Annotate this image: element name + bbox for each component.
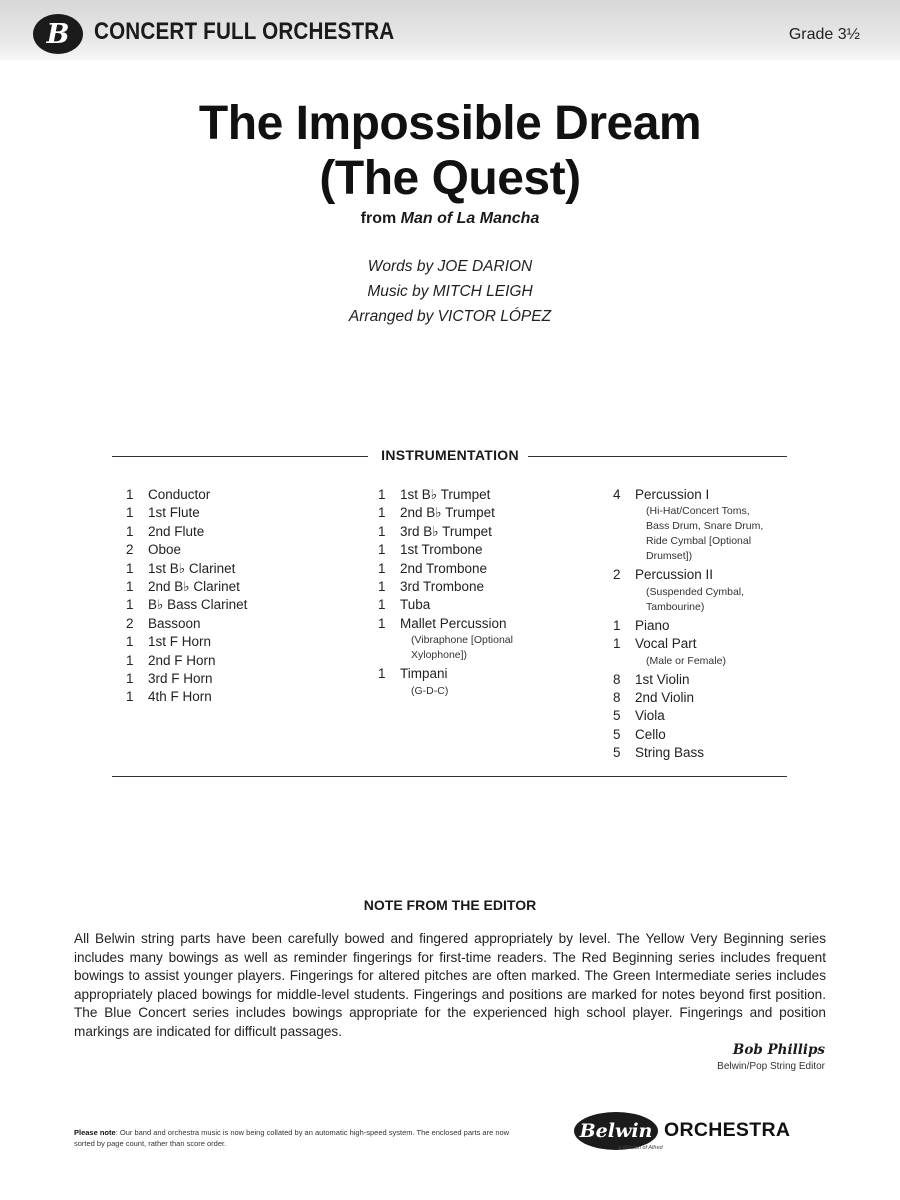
instrument-detail: [378, 633, 578, 663]
instrument-column-2: [378, 486, 578, 701]
instrument-name: Oboe: [148, 542, 182, 558]
belwin-orchestra-logo: [574, 1112, 826, 1154]
credit-words: Words by JOE DARION: [367, 258, 533, 275]
instrument-row: [126, 541, 326, 559]
instrument-name: 1st B♭ Clarinet: [148, 560, 236, 576]
instrument-qty: 1: [613, 617, 621, 633]
instrument-qty: 1: [378, 560, 386, 576]
instrument-qty: 1: [378, 523, 386, 539]
instrument-qty: 5: [613, 708, 621, 724]
instrument-row: [126, 633, 326, 651]
instrument-row: [126, 615, 326, 633]
instrument-detail-line: (Hi-Hat/Concert Toms,: [646, 505, 750, 518]
instrument-detail: [613, 504, 813, 564]
instrument-name: Timpani: [400, 666, 448, 682]
instrument-row: [126, 578, 326, 596]
instrument-name: Percussion II: [635, 567, 714, 583]
logo-letter: B: [46, 18, 70, 50]
instrument-row: [378, 504, 578, 522]
instrument-detail-line: Xylophone]): [411, 649, 468, 662]
belwin-logo: [33, 14, 83, 54]
show-title: Man of La Mancha: [400, 210, 540, 227]
instrument-name: 1st Violin: [635, 671, 690, 687]
instrument-name: Conductor: [148, 487, 211, 502]
please-note-label: Please note: [74, 1128, 116, 1137]
instrument-row: [613, 671, 813, 689]
please-note-text: : Our band and orchestra music is now being collated by an automatic high-speed system. The enclosed parts are now sorted by page count, rather than score order.: [74, 1128, 510, 1148]
title-line-1: The Impossible Dream: [198, 97, 702, 150]
instrument-qty: 1: [126, 689, 134, 705]
instrument-name: Cello: [635, 726, 666, 742]
instrument-name: 3rd F Horn: [148, 671, 213, 687]
please-note: [74, 1128, 514, 1149]
instrument-name: Viola: [635, 708, 665, 724]
instrument-qty: 5: [613, 726, 621, 742]
brand-seal-text: Belwin: [579, 1120, 653, 1142]
instrument-qty: 1: [126, 671, 134, 687]
instrument-row: [613, 726, 813, 744]
instrument-row: [613, 486, 813, 504]
subtitle-prefix: from: [360, 210, 397, 227]
instrument-row: [378, 596, 578, 614]
instrument-detail-line: Drumset]): [646, 550, 693, 563]
brand-sub: a division of Alfred: [618, 1145, 663, 1151]
instrument-qty: 8: [613, 671, 621, 687]
instrument-detail-line: (Vibraphone [Optional: [411, 634, 513, 647]
instrument-detail-line: (G-D-C): [411, 684, 449, 697]
instrument-row: [126, 486, 326, 504]
instrument-column-1: [126, 486, 326, 707]
instrument-name: Bassoon: [148, 615, 201, 631]
instrument-name: 2nd F Horn: [148, 652, 216, 668]
instrument-qty: 1: [378, 615, 386, 631]
instrument-detail-line: Ride Cymbal [Optional: [646, 535, 752, 548]
editor-signature: Bob Phillips: [732, 1042, 825, 1058]
instrument-row: [126, 688, 326, 706]
instrument-detail-line: Bass Drum, Snare Drum,: [646, 520, 764, 533]
instrument-row: [126, 504, 326, 522]
instrument-qty: 1: [378, 487, 386, 502]
instrument-qty: 1: [126, 560, 134, 576]
instrument-name: 2nd Trombone: [400, 560, 488, 576]
instrumentation-rule-bottom: [112, 776, 787, 777]
instrument-row: [378, 578, 578, 596]
instrument-row: [378, 615, 578, 633]
instrument-qty: 2: [613, 567, 621, 583]
instrument-row: [378, 560, 578, 578]
instrument-row: [378, 523, 578, 541]
credit-music: Music by MITCH LEIGH: [367, 283, 533, 300]
instrumentation-heading: INSTRUMENTATION: [381, 447, 519, 463]
instrument-qty: 5: [613, 745, 621, 761]
instrument-name: 3rd Trombone: [400, 579, 485, 595]
credit-arranged: Arranged by VICTOR LÓPEZ: [348, 308, 552, 325]
instrument-row: [613, 744, 813, 762]
instrument-row: [126, 560, 326, 578]
instrument-name: 3rd B♭ Trumpet: [400, 523, 492, 539]
instrument-row: [613, 707, 813, 725]
instrument-qty: 1: [613, 636, 621, 652]
instrument-row: [378, 665, 578, 683]
instrument-qty: 1: [378, 579, 386, 595]
instrument-name: 2nd Violin: [635, 690, 695, 706]
instrument-name: 4th F Horn: [148, 689, 212, 705]
instrument-detail-line: Tambourine): [646, 600, 705, 613]
brand-word: ORCHESTRA: [664, 1119, 791, 1141]
instrument-qty: 1: [126, 652, 134, 668]
instrument-row: [378, 486, 578, 504]
instrument-qty: 4: [613, 487, 621, 502]
instrument-column-3: [613, 486, 813, 763]
grade-label: Grade 3½: [788, 26, 860, 43]
instrument-name: 1st Flute: [148, 505, 200, 521]
instrument-row: [613, 566, 813, 584]
editor-title: Belwin/Pop String Editor: [717, 1061, 825, 1072]
instrument-qty: 1: [126, 487, 134, 502]
instrument-name: Piano: [635, 617, 670, 633]
instrument-name: 1st F Horn: [148, 634, 212, 650]
instrument-name: Vocal Part: [635, 636, 697, 652]
instrument-row: [126, 596, 326, 614]
instrument-qty: 1: [378, 542, 386, 558]
instrument-name: Mallet Percussion: [400, 615, 507, 631]
instrument-detail-line: (Suspended Cymbal,: [646, 585, 745, 598]
instrument-name: 1st Trombone: [400, 542, 483, 558]
instrument-name: String Bass: [635, 745, 705, 761]
instrument-name: Tuba: [400, 597, 431, 613]
instrument-name: 2nd B♭ Clarinet: [148, 579, 240, 595]
instrument-detail: [378, 684, 578, 699]
instrument-detail-line: (Male or Female): [646, 654, 726, 667]
instrument-row: [613, 617, 813, 635]
editor-note-body: All Belwin string parts have been carefully bowed and fingered appropriately by level. The Yellow Very Beginning series includes many bowings as well as reminder fingerings for first-time readers. The Red Beginning series includes frequent bowings to assist younger players. Fingerings for altered pitches are often marked. The Green Intermediate series includes appropriately placed bowings for middle-level students. Fingerings and positions are marked for notes beyond first position. The Blue Concert series includes bowings appropriate for the experienced high school player. Fingerings and position markings are indicated for difficult passages.: [74, 931, 826, 1039]
editor-note-heading: NOTE FROM THE EDITOR: [363, 897, 537, 913]
instrument-qty: 1: [126, 523, 134, 539]
instrument-qty: 1: [378, 505, 386, 521]
instrument-qty: 1: [126, 505, 134, 521]
instrument-row: [613, 689, 813, 707]
instrument-name: Percussion I: [635, 487, 710, 502]
instrument-name: B♭ Bass Clarinet: [148, 597, 248, 613]
instrument-qty: 1: [378, 597, 386, 613]
instrument-qty: 1: [378, 666, 386, 682]
instrument-row: [378, 541, 578, 559]
instrument-detail: [613, 585, 813, 615]
instrument-row: [126, 523, 326, 541]
instrument-row: [126, 652, 326, 670]
series-title: CONCERT FULL ORCHESTRA: [94, 18, 395, 45]
instrument-qty: 1: [126, 579, 134, 595]
instrument-name: 2nd Flute: [148, 523, 205, 539]
instrument-name: 2nd B♭ Trumpet: [400, 505, 495, 521]
instrument-qty: 1: [126, 597, 134, 613]
instrument-row: [613, 635, 813, 653]
title-line-2: (The Quest): [319, 152, 581, 205]
instrument-qty: 2: [126, 615, 134, 631]
instrument-qty: 8: [613, 690, 621, 706]
instrument-qty: 2: [126, 542, 134, 558]
subtitle: [0, 210, 900, 228]
instrument-row: [126, 670, 326, 688]
instrument-detail: [613, 654, 813, 669]
instrument-qty: 1: [126, 634, 134, 650]
instrument-name: 1st B♭ Trumpet: [400, 487, 491, 502]
